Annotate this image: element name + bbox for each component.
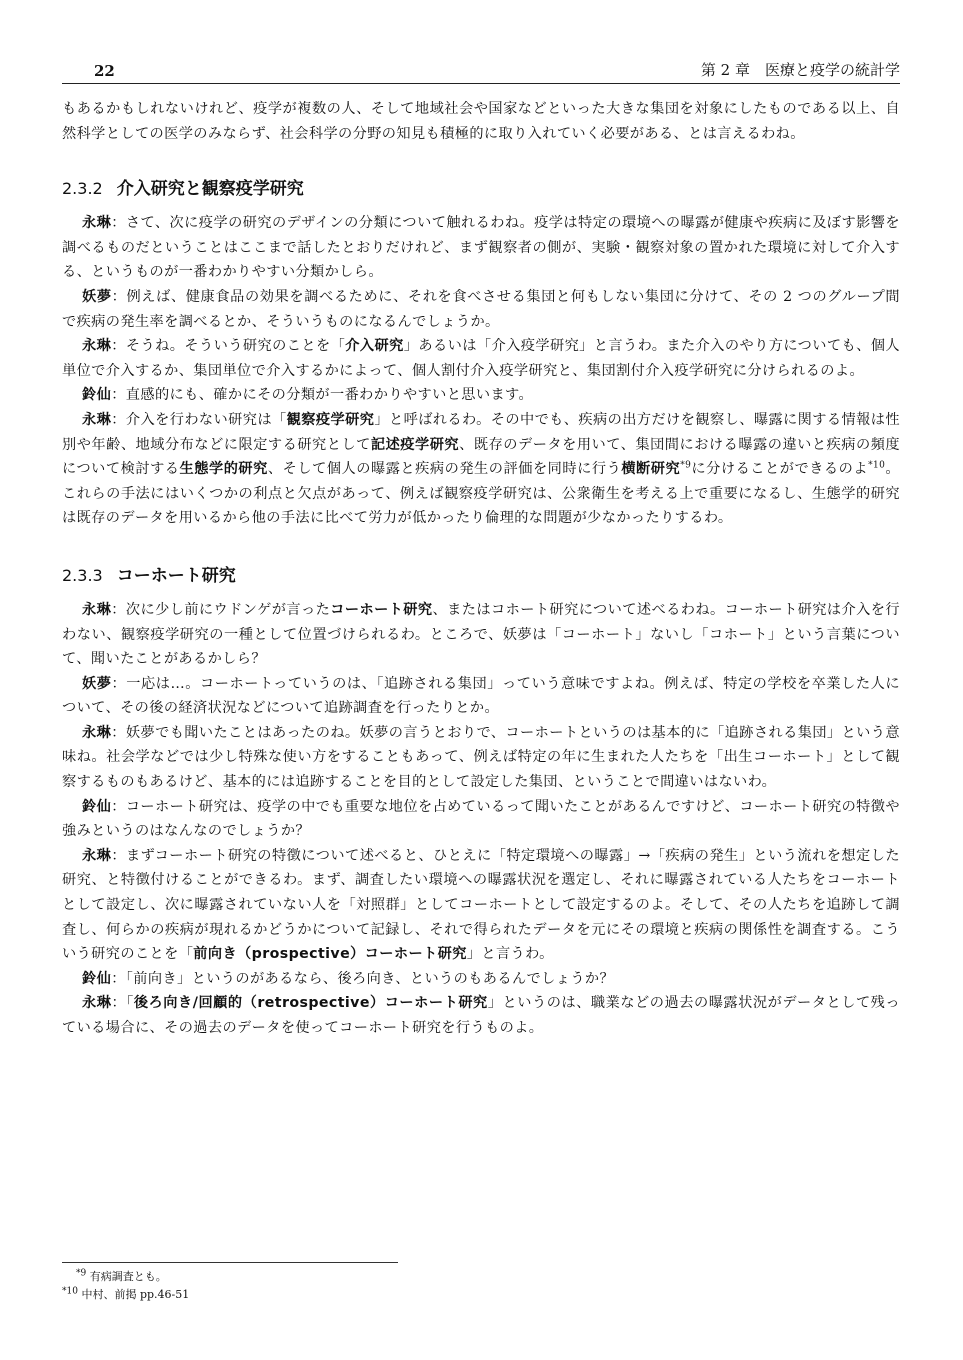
- dialogue-text: 」というのは、職業などの過去の曝露状況がデータとして残っている場合に、その過去のデータを使ってコーホート研究を行うものよ。: [62, 995, 900, 1036]
- footnote-mark: *10: [62, 1286, 78, 1297]
- footnote-rule: [62, 1262, 398, 1263]
- dialogue-text: 、既存のデータを用いて、集団間における曝露の違いと疾病の頻度について検討する: [62, 436, 901, 478]
- chapter-title: 第 2 章 医療と疫学の統計学: [700, 61, 900, 79]
- speaker-name: 妖夢: [82, 288, 112, 305]
- term: 後ろ向き/回顧的（retrospective）コーホート研究: [133, 995, 488, 1012]
- speaker-name: 永琳: [82, 411, 112, 428]
- section-number: 2.3.2: [62, 179, 103, 199]
- dialogue-text: 。これらの手法にはいくつかの利点と欠点があって、例えば観察疫学研究は、公衆衛生を考える上で重要になるし、生態学的研究は既存のデータを用いるから他の手法に比べて労力が低かったり倫理的な問題が少なかったりするわ。: [62, 461, 900, 527]
- intro-paragraph: もあるかもしれないけれど、疫学が複数の人、そして地域社会や国家などといった大きな集団を対象にしたものである以上、自然科学としての医学のみならず、社会科学の分野の知見も積極的に取り入れていく必要がある、とは言えるわね。: [62, 101, 900, 142]
- term: 横断研究: [621, 461, 681, 478]
- term: 生態学的研究: [179, 461, 268, 478]
- term: 記述疫学研究: [370, 436, 460, 453]
- dialogue-paragraph: [62, 795, 900, 844]
- dialogue-text: ：介入を行わない研究は「: [111, 411, 287, 428]
- section-title: 介入研究と観察疫学研究: [116, 179, 304, 200]
- dialogue-paragraph: [62, 844, 900, 967]
- dialogue-paragraph: [62, 383, 900, 408]
- dialogue-paragraph: [62, 211, 900, 285]
- dialogue-text: ：次に少し前にウドンゲが言った: [111, 601, 331, 618]
- dialogue-text: に分けることができるのよ: [691, 461, 869, 478]
- dialogue-text: ：妖夢でも聞いたことはあったのね。妖夢の言うとおりで、コーホートというのは基本的に「追跡される集団」という意味ね。社会学などでは少し特殊な使い方をすることもあって、例えば特定の年に生まれた人たちを「出生コーホート」として観察するものもあるけど、基本的には追跡することを目的として設定した集団、ということで間違いはないわ。: [62, 724, 900, 791]
- dialogue-text: ：一応は…。コーホートっていうのは、「追跡される集団」っていう意味ですよね。例えば、特定の学校を卒業した人について、その後の経済状況などについて追跡調査を行ったりとか。: [62, 675, 900, 717]
- footnotes: [62, 1268, 189, 1304]
- section-title: コーホート研究: [116, 565, 236, 586]
- dialogue-text: 」あるいは「介入疫学研究」と言うわ。また介入のやり方についても、個人単位で介入するか、集団単位で介入するかによって、個人割付介入疫学研究と、集団割付介入疫学研究に分けられるのよ。: [62, 338, 900, 379]
- term: 前向き（prospective）コーホート研究: [193, 946, 467, 963]
- speaker-name: 永琳: [82, 847, 112, 864]
- page-body: [62, 58, 900, 1041]
- dialogue-paragraph: [62, 334, 900, 383]
- section-number: 2.3.3: [62, 565, 103, 585]
- footnote-mark: *9: [76, 1268, 87, 1279]
- speaker-name: 鈴仙: [82, 970, 112, 987]
- dialogue-text: ：まずコーホート研究の特徴について述べると、ひとえに「特定環境への曝露」→「疾病の発生」という流れを想定した研究、と特徴付けることができるわ。まず、調査したい環境への曝露状況を選定し、それに曝露されている人たちをコーホートとして設定し、次に曝露されていない人を「対照群」としてコーホートとして設定するのよ。そして、その人たちを追跡して調査し、何らかの疾病が現れるかどうかについて記録し、それで得られたデータを元にその環境と疾病の関係性を調査する。こういう研究のことを「: [62, 847, 900, 963]
- dialogue-text: 、そして個人の曝露と疾病の発生の評価を同時に行う: [267, 461, 622, 478]
- dialogue-paragraph: [62, 672, 900, 721]
- footnote: [62, 1286, 189, 1304]
- section-heading: [62, 174, 900, 199]
- footnote-ref[interactable]: *9: [680, 460, 692, 471]
- dialogue-text: ：「前向き」というのがあるなら、後ろ向き、というのもあるんでしょうか？: [111, 970, 615, 987]
- speaker-name: 妖夢: [82, 675, 112, 692]
- dialogue-paragraph: [62, 408, 900, 531]
- dialogue-text: ：さて、次に疫学の研究のデザインの分類について触れるわね。疫学は特定の環境への曝露が健康や疾病に及ぼす影響を調べるものだということはここまで話したとおりだけれど、まず観察者の側が、実験・観察対象の置かれた環境に対して介入する、というものが一番わかりやすい分類かしら。: [62, 215, 900, 281]
- dialogue-paragraph: [62, 721, 900, 795]
- dialogue-paragraph: [62, 991, 900, 1040]
- speaker-name: 永琳: [82, 601, 112, 618]
- dialogue-text: ：コーホート研究は、疫学の中でも重要な地位を占めているって聞いたことがあるんですけど、コーホート研究の特徴や強みというのはなんなのでしょうか？: [62, 798, 900, 840]
- speaker-name: 永琳: [82, 215, 112, 232]
- footnote-text: 中村、前掲 pp.46-51: [81, 1288, 190, 1301]
- speaker-name: 永琳: [82, 724, 112, 741]
- dialogue-paragraph: [62, 598, 900, 672]
- dialogue-paragraph: [62, 285, 900, 334]
- dialogue-text: 、またはコホート研究について述べるわね。コーホート研究は介入を行わない、観察疫学研究の一種として位置づけられるわ。ところで、妖夢は「コーホート」ないし「コホート」という言葉について、聞いたことがあるかしら？: [62, 601, 900, 668]
- dialogue-text: 」と言うわ。: [466, 946, 554, 963]
- dialogue-text: ：そうね。そういう研究のことを「: [111, 338, 346, 355]
- dialogue-text: ：「: [111, 995, 134, 1012]
- speaker-name: 永琳: [82, 995, 112, 1012]
- footnote: [62, 1268, 189, 1286]
- section-heading: [62, 561, 900, 586]
- dialogue-paragraph: [62, 967, 900, 992]
- speaker-name: 永琳: [82, 338, 112, 355]
- dialogue-text: ：直感的にも、確かにその分類が一番わかりやすいと思います。: [111, 387, 534, 404]
- term: 観察疫学研究: [286, 411, 375, 428]
- footnote-ref[interactable]: *10: [868, 460, 886, 471]
- term: コーホート研究: [330, 601, 433, 618]
- term: 介入研究: [345, 338, 404, 355]
- dialogue-text: 」と呼ばれるわ。その中でも、疾病の出方だけを観察し、曝露に関する情報は性別や年齢、地域分布などに限定する研究として: [62, 411, 900, 453]
- speaker-name: 鈴仙: [82, 798, 112, 815]
- running-header: [62, 58, 900, 84]
- dialogue-text: ：例えば、健康食品の効果を調べるために、それを食べさせる集団と何もしない集団に分けて、その 2 つのグループ間で疾病の発生率を調べるとか、そういうものになるんでしょうか。: [62, 288, 900, 330]
- speaker-name: 鈴仙: [82, 387, 112, 404]
- page-number: 22: [94, 62, 115, 80]
- footnote-text: 有病調査とも。: [89, 1270, 167, 1283]
